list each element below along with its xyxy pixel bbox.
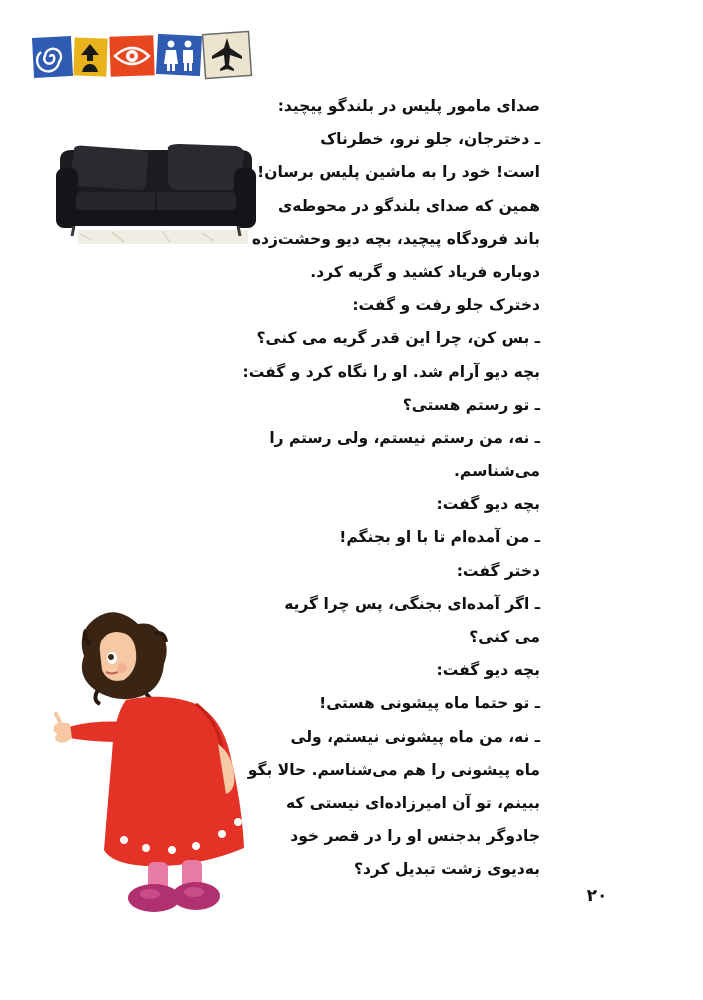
up-arrow-icon xyxy=(73,37,107,76)
text-line: بچه دیو گفت: xyxy=(436,495,540,514)
airplane-icon xyxy=(203,31,252,78)
text-line: ـ من آمده‌ام تا با او بجنگم! xyxy=(339,528,540,547)
text-line: باند فرودگاه پیچید، بچه دیو وحشت‌زده xyxy=(251,229,540,248)
text-line: ـ دخترجان، جلو نرو، خطرناک xyxy=(320,130,540,149)
spiral-icon xyxy=(32,36,73,78)
text-line: ـ بس کن، چرا این قدر گریه می کنی؟ xyxy=(256,329,540,348)
sofa-illustration xyxy=(52,138,260,246)
text-line: ـ تو حتما ماه پیشونی هستی! xyxy=(319,694,540,713)
text-line: ـ اگر آمده‌ای بجنگی، پس چرا گریه xyxy=(284,594,540,613)
girl-illustration xyxy=(46,604,258,916)
text-line: به‌دیوی زشت تبدیل کرد؟ xyxy=(353,860,540,879)
text-line: صدای مامور پلیس در بلندگو پیچید: xyxy=(277,97,540,115)
restroom-icon xyxy=(156,34,202,76)
text-line: می کنی؟ xyxy=(469,628,540,646)
text-line: دخترک جلو رفت و گفت: xyxy=(352,296,540,315)
text-line: دختر گفت: xyxy=(456,561,540,580)
text-line: ببینم، تو آن امیرزاده‌ای نیستی که xyxy=(286,793,540,812)
text-line: ـ نه، من رستم نیستم، ولی رستم را xyxy=(269,428,540,447)
text-line: بچه دیو آرام شد. او را نگاه کرد و گفت: xyxy=(242,362,540,381)
text-line: دوباره فریاد کشید و گریه کرد. xyxy=(310,262,540,281)
page-number: ۲۰ xyxy=(586,886,608,906)
text-line: بچه دیو گفت: xyxy=(436,661,540,680)
text-line: ـ تو رستم هستی؟ xyxy=(402,395,540,414)
story-text xyxy=(242,90,540,887)
text-line: جادوگر بدجنس او را در قصر خود xyxy=(290,827,540,846)
text-line: همین که صدای بلندگو در محوطه‌ی xyxy=(278,196,540,215)
icon-strip xyxy=(32,30,254,82)
text-line: می‌شناسم. xyxy=(454,462,540,481)
text-line: ـ نه، من ماه پیشونی نیستم، ولی xyxy=(290,727,540,746)
text-line: است! خود را به ماشین پلیس برسان! xyxy=(257,163,540,182)
eye-icon xyxy=(109,35,154,77)
text-line: ماه پیشونی را هم می‌شناسم. حالا بگو xyxy=(247,760,540,779)
